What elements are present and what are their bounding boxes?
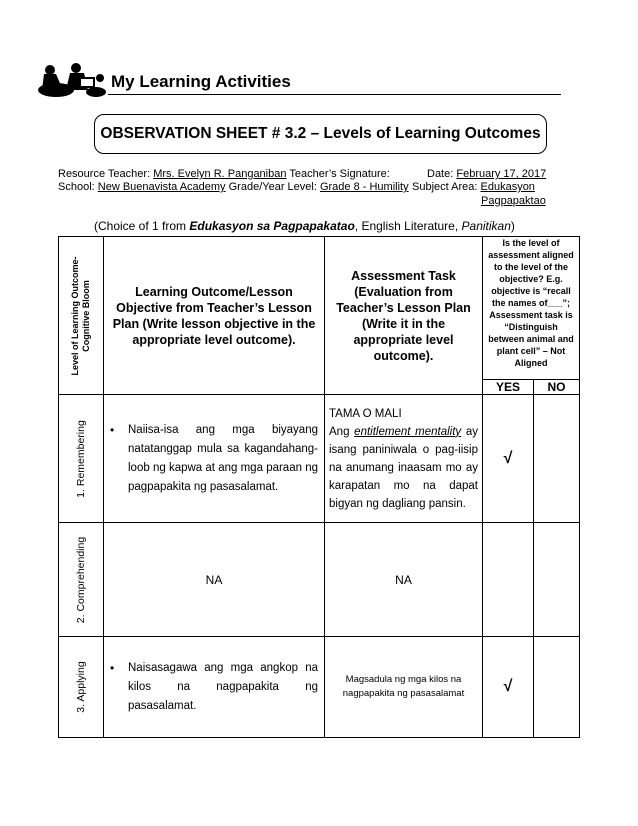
objective-text: Naiisa-isa ang mga biyayang natatanggap mula sa kagandahang-loob ng kapwa at ang mga paraan ng pagpapakita ng pasasalamat. (128, 423, 318, 493)
grade-label: Grade/Year Level: (228, 181, 317, 193)
grade-value: Grade 8 - Humility (319, 181, 409, 193)
table-row (59, 637, 580, 738)
assessment-title: TAMA O MALI (329, 407, 402, 420)
bullet-icon: • (110, 422, 115, 437)
assessment-cell: Magsadula ng mga kilos na nagpapakita ng pasasalamat (325, 637, 483, 738)
assessment-cell: NA (325, 523, 483, 637)
level-label: 1. Remembering (75, 419, 87, 498)
school-value: New Buenavista Academy (97, 181, 226, 193)
page-title: My Learning Activities (111, 72, 291, 91)
bullet-icon: • (110, 660, 115, 675)
no-check-cell (534, 395, 580, 523)
date-label: Date: (427, 168, 454, 180)
objective-cell: NA (104, 523, 325, 637)
choice-middle: , English Literature, (354, 219, 462, 233)
school-line (58, 181, 409, 193)
table-header-row (59, 237, 580, 380)
header-level-cell (59, 237, 104, 395)
yes-check-cell (483, 523, 534, 637)
table-row (59, 395, 580, 523)
level-label: 2. Comprehending (75, 536, 87, 623)
no-check-cell (534, 637, 580, 738)
choice-prefix: (Choice of 1 from (94, 219, 190, 233)
level-cell (59, 637, 104, 738)
choice-subject-2: Panitikan (461, 219, 511, 233)
assessment-post: ay isang paniniwala o pag-iisip na anumang inaasam mo ay karapatan mo na dapat bigyan ng dagliang pansin. (329, 425, 479, 510)
no-check-cell (534, 523, 580, 637)
objective-cell (104, 395, 325, 523)
assessment-emphasis: entitlement mentality (354, 425, 462, 438)
title-underline (108, 94, 561, 95)
signature-label: Teacher’s Signature: (289, 168, 390, 180)
resource-teacher-line (58, 168, 390, 180)
level-cell (59, 395, 104, 523)
subject-label: Subject Area: (412, 181, 478, 193)
assessment-pre: Ang (329, 425, 355, 438)
school-label: School: (58, 181, 95, 193)
choice-subject-1: Edukasyon sa Pagpapakatao (189, 219, 355, 233)
objective-cell (104, 637, 325, 738)
level-label: 3. Applying (75, 661, 87, 713)
header-objective-cell: Learning Outcome/Lesson Objective from Teacher’s Lesson Plan (Write lesson objective in the appropriate level outcome). (104, 237, 325, 395)
date-value: February 17, 2017 (456, 168, 547, 180)
resource-teacher-value: Mrs. Evelyn R. Panganiban (153, 168, 287, 180)
objective-text: Naisasagawa ang mga angkop na kilos na nagpapakita ng pasasalamat. (128, 661, 318, 712)
subject-value-continued: Pagpapaktao (481, 195, 546, 207)
assessment-cell (325, 395, 483, 523)
yes-check-cell: √ (483, 395, 534, 523)
reading-figures-logo-icon (36, 60, 108, 100)
header-alignment-cell: Is the level of assessment aligned to the level of the objective? E.g. objective is “recall the names of___”; Assessment task is “Distinguish between animal and plant cell” – Not Aligned (483, 237, 580, 380)
date-line (427, 168, 546, 180)
subject-value: Edukasyon (480, 181, 535, 193)
header-no: NO (534, 380, 580, 395)
header-level-text: Level of Learning Outcome-Cognitive Bloom (70, 255, 91, 376)
subject-choice-note (94, 219, 515, 233)
yes-check-cell: √ (483, 637, 534, 738)
header-yes: YES (483, 380, 534, 395)
observation-sheet-banner (94, 114, 547, 154)
subject-line-2 (481, 195, 546, 207)
banner-title: OBSERVATION SHEET # 3.2 – Levels of Learning Outcomes (100, 125, 541, 142)
learning-outcomes-table (58, 236, 580, 738)
resource-teacher-label: Resource Teacher: (58, 168, 151, 180)
choice-suffix: ) (510, 219, 515, 233)
subject-line (412, 181, 535, 193)
table-row (59, 523, 580, 637)
level-cell (59, 523, 104, 637)
assessment-text (329, 423, 478, 513)
header-assessment-cell: Assessment Task (Evaluation from Teacher’s Lesson Plan (Write it in the appropriate level outcome). (325, 237, 483, 395)
